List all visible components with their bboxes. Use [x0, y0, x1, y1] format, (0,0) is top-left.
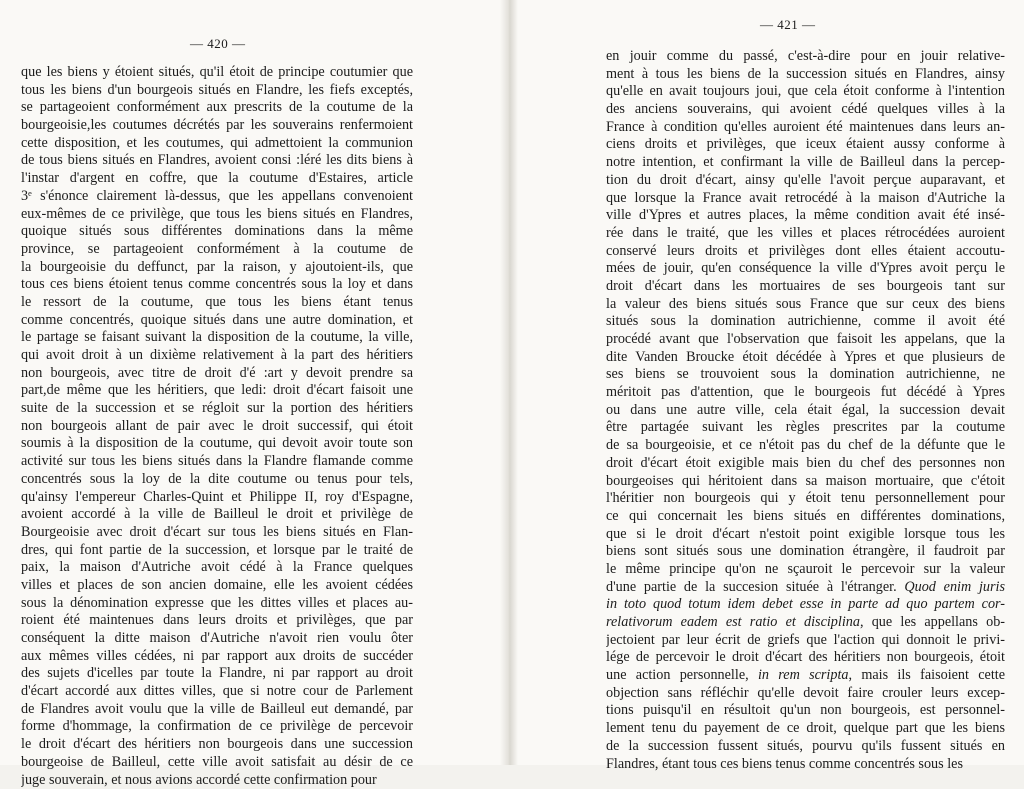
- text-line: 3ᵉ s'énonce clairement là-dessus, que les appellans convenoient: [21, 188, 413, 206]
- text-line: tous ces biens étoient tenus comme concentrés sous la loy et dans: [21, 276, 413, 294]
- text-line: Flandres, étant tous ces biens tenus comme concentrés sous les: [606, 756, 1005, 774]
- text-line: dite Vanden Broucke étoit décédée à Ypres et que plusieurs de: [606, 349, 1005, 367]
- text-line: ce qui concernait les biens situés en différentes dominations,: [606, 508, 1005, 526]
- page-number: — 420 —: [190, 36, 246, 52]
- text-line: tions puisqu'il en résultoit qu'un non bourgeois, est personnel-: [606, 702, 1005, 720]
- text-line: qu'ainsy l'empereur Charles-Quint et Philippe II, roy d'Espagne,: [21, 489, 413, 507]
- text-line: procédé avant que l'observation que faisoit les appelans, que la: [606, 331, 1005, 349]
- text-line: ou dans une autre ville, cela était égal, la succession devait: [606, 402, 1005, 420]
- text-line: in toto quod totum idem debet esse in parte ad quo partem cor-: [606, 596, 1005, 614]
- text-line: comme concentrés, quoique situés dans une autre domination, et: [21, 312, 413, 330]
- text-line: dres, qui font partie de la succession, et lorsque par le traité de: [21, 542, 413, 560]
- page-number: — 421 —: [760, 17, 816, 33]
- text-line: la bourgeoisie du deffunct, par la raison, y ajoutoient-ils, que: [21, 259, 413, 277]
- text-line: mées de jouir, qu'en conséquence la ville d'Ypres avoit perçu le: [606, 260, 1005, 278]
- text-line: roient été maintenues dans leurs droits et privilèges, que par: [21, 612, 413, 630]
- text-line: tion du droit d'écart, ainsy qu'elle l'avoit perçue auparavant, et: [606, 172, 1005, 190]
- text-line: lement tenu du payement de ce droit, quelque part que les biens: [606, 720, 1005, 738]
- text-line: qui avoit droit à un dixième relativement à la part des héritiers: [21, 347, 413, 365]
- text-line: bourgeoisie,les coutumes décrétés par les souverains renfermoient: [21, 117, 413, 135]
- left-page-text: [21, 64, 413, 789]
- text-line: conservé leurs droits et privilèges dont elles étaient accoutu-: [606, 243, 1005, 261]
- text-line: notre intention, et confirmant la ville de Bailleul dans la percep-: [606, 154, 1005, 172]
- text-line: méritoit pas d'attention, que le bourgeois fut décédé à Ypres: [606, 384, 1005, 402]
- text-line: ciens droits et privilèges, que iceux étaient aussy conforme à: [606, 136, 1005, 154]
- text-line: de la succession fussent situés, pourvu qu'ils fussent situés en: [606, 738, 1005, 756]
- text-line: le droit d'écart des héritiers non bourgeois dans une succession: [21, 736, 413, 754]
- book-gutter: [500, 0, 518, 765]
- text-line: de tous biens situés en Flandres, avoient consi :léré les dits biens à: [21, 152, 413, 170]
- text-line: que lorsque la France avait retrocédé à la maison d'Autriche la: [606, 190, 1005, 208]
- text-line: relativorum eadem est ratio et disciplina, que les appellans ob-: [606, 614, 1005, 632]
- text-line: ment à tous les biens de la succession situés en Flandres, ainsy: [606, 66, 1005, 84]
- text-line: forme d'hommage, la confirmation de ce privilège de percevoir: [21, 718, 413, 736]
- text-line: une action personnelle, in rem scripta, mais ils faisoient cette: [606, 667, 1005, 685]
- text-line: province, se partageoient conformément à la coutume de: [21, 241, 413, 259]
- text-line: non bourgeois, avec titre de droit d'é :art y devoit prendre sa: [21, 365, 413, 383]
- text-line: d'écart accordé aux dittes villes, que si notre cour de Parlement: [21, 683, 413, 701]
- text-line: lége de percevoir le droit d'écart des héritiers non bourgeois, étoit: [606, 649, 1005, 667]
- text-line: tous les biens d'un bourgeois situés en Flandre, les fiefs exceptés,: [21, 82, 413, 100]
- text-line: juge souverain, et nous avions accordé cette confirmation pour: [21, 772, 413, 789]
- text-line: paix, la maison d'Autriche avoit cédé à la France quelques: [21, 559, 413, 577]
- text-line: le ressort de la coutume, que tous les biens étant tenus: [21, 294, 413, 312]
- text-line: des anciens souverains, qui avoient cédé quelques villes à la: [606, 101, 1005, 119]
- right-page: [509, 0, 1024, 765]
- text-line: activité sur tous les biens situés dans la Flandre flamande comme: [21, 453, 413, 471]
- text-line: villes et places de son ancien domaine, elle les avoient cédées: [21, 577, 413, 595]
- text-line: eux-mêmes de ce privilège, que tous les biens situés en Flandres,: [21, 206, 413, 224]
- text-line: des sujets d'icelles par toute la Flandre, ni par rapport au droit: [21, 665, 413, 683]
- text-line: concentrés sous la loy de la dite coutume ou tenus pour tels,: [21, 471, 413, 489]
- text-line: jectoient par leur écrit de griefs que l'action qui donnoit le privi-: [606, 632, 1005, 650]
- text-line: biens sont situés sous une domination étrangère, il faudroit par: [606, 543, 1005, 561]
- text-line: bourgeoises qui héritoient dans sa maison mortuaire, que c'étoit: [606, 473, 1005, 491]
- right-page-text: [606, 48, 1005, 773]
- text-line: non bourgeois allant de pair avec le droit successif, qui étoit: [21, 418, 413, 436]
- text-line: situés sous la domination autrichienne, comme il avoit été: [606, 313, 1005, 331]
- text-line: cette disposition, et les coutumes, qui admettoient la communion: [21, 135, 413, 153]
- text-line: droit d'écart étoit exigible mais bien du chef des personnes non: [606, 455, 1005, 473]
- text-line: de sa bourgeoisie, et ce n'étoit pas du chef de la défunte que le: [606, 437, 1005, 455]
- text-line: part,de même que les héritiers, que ledi: droit d'écart faisoit une: [21, 382, 413, 400]
- text-line: en jouir comme du passé, c'est-à-dire pour en jouir relative-: [606, 48, 1005, 66]
- text-line: quoique situés sous différentes dominations dans la même: [21, 223, 413, 241]
- text-line: bourgeoise de Bailleul, cette ville avoit satisfait au désir de ce: [21, 754, 413, 772]
- text-line: Bourgeoisie avec droit d'écart sur tous les biens situés en Flan-: [21, 524, 413, 542]
- text-line: rée dans le traité, que les villes et places rétrocédées auroient: [606, 225, 1005, 243]
- text-line: que si le droit d'écart n'estoit point exigible lorsque tous les: [606, 526, 1005, 544]
- text-line: sous la dénomination expresse que les dittes villes et places au-: [21, 595, 413, 613]
- text-line: le partage se faisant suivant la disposition de la coutume, la ville,: [21, 329, 413, 347]
- text-line: qu'elle en avait toujours joui, que cela étoit conforme à l'intention: [606, 83, 1005, 101]
- text-line: soumis à la disposition de la coutume, qui devoit avoir toute son: [21, 435, 413, 453]
- text-line: ville d'Ypres et autres places, la même condition avait été insé-: [606, 207, 1005, 225]
- text-line: d'une partie de la succesion située à l'étranger. Quod enim juris: [606, 579, 1005, 597]
- left-page: [0, 0, 509, 765]
- text-line: ses biens se trouvoient sous la domination autrichienne, ne: [606, 366, 1005, 384]
- text-line: France à condition qu'elles auroient été maintenues dans leurs an-: [606, 119, 1005, 137]
- text-line: le même principe qu'on ne sçauroit le percevoir sur la valeur: [606, 561, 1005, 579]
- text-line: l'instar d'argent en coffre, que la coutume d'Estaires, article: [21, 170, 413, 188]
- text-line: aux mêmes villes cédées, ni par rapport aux droits de succéder: [21, 648, 413, 666]
- text-line: conséquent la ditte maison d'Autriche n'avoit rien voulu ôter: [21, 630, 413, 648]
- text-line: la valeur des biens situés sous France que sur ceux des biens: [606, 296, 1005, 314]
- text-line: objection sans réfléchir qu'elle devoit faire crouler leurs excep-: [606, 685, 1005, 703]
- text-line: l'héritier non bourgeois qui y étoit tenu personnellement pour: [606, 490, 1005, 508]
- text-line: être partagée suivant les règles prescrites par la coutume: [606, 419, 1005, 437]
- text-line: que les biens y étoient situés, qu'il étoit de principe coutumier que: [21, 64, 413, 82]
- text-line: se partageoient conformément aux prescrits de la coutume de la: [21, 99, 413, 117]
- text-line: de Flandres avoit voulu que la ville de Bailleul eut demandé, par: [21, 701, 413, 719]
- text-line: avoient accordé à la ville de Bailleul le droit et privilège de: [21, 506, 413, 524]
- text-line: suite de la succession et se régloit sur la portion des héritiers: [21, 400, 413, 418]
- text-line: droit d'écart dans les mortuaires de ses bourgeois tant sur: [606, 278, 1005, 296]
